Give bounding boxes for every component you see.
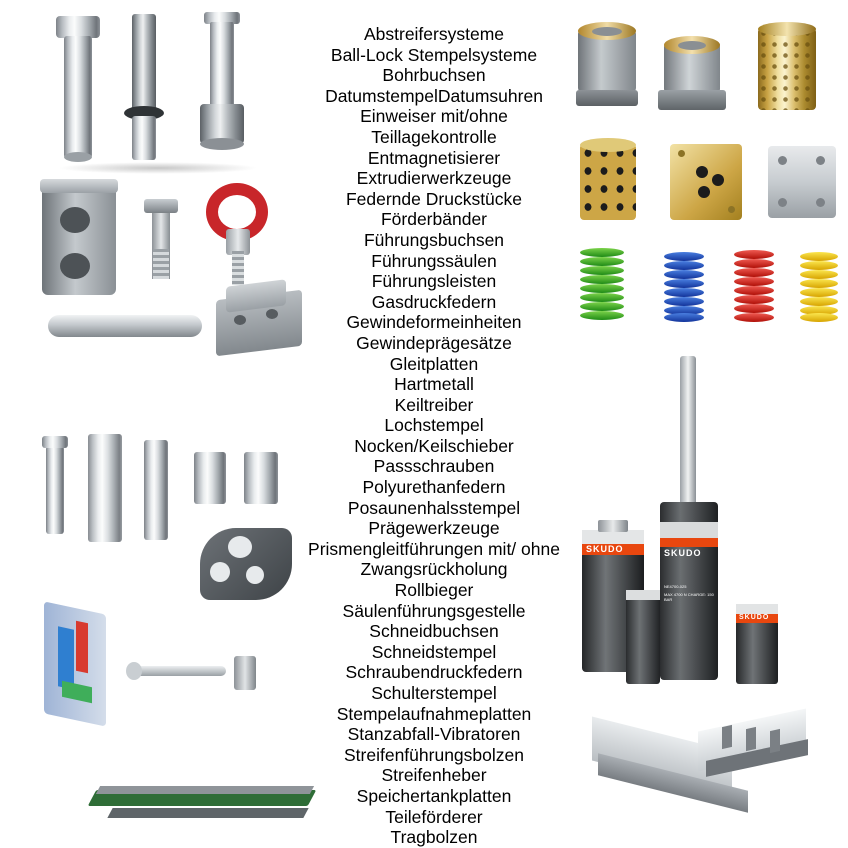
compression-springs-photo [572,242,842,332]
list-item: Streifenheber [381,765,487,786]
gas-spring-spec: MAX 4700 N CHARGE: 150 BAR [664,592,714,602]
list-item: Ball-Lock Stempelsysteme [330,44,538,65]
slide-plates-photo [572,138,842,228]
list-item: Speichertankplatten [356,785,512,806]
list-item: Schulterstempel [371,683,497,703]
spring-red [734,250,774,322]
list-item: Gewindeprägesätze [356,332,512,353]
gas-spring-brand-3: SKUDO [739,614,770,621]
list-item: Nocken/Keilschieber [354,435,514,456]
guide-pillars-photo [28,8,278,168]
list-item: Extrudierwerkzeuge [356,168,512,189]
list-item: Schneidbuchsen [369,621,499,642]
right-image-column [568,0,848,822]
gas-spring-brand-2: SKUDO [586,544,624,554]
list-item: Polyurethanfedern [362,477,506,498]
list-item: Stanzabfall-Vibratoren [347,724,521,745]
list-item: Rollbieger [394,580,474,601]
list-item: Einweiser mit/ohne Teillagekontrolle [360,106,508,147]
carbide-tool-photo [578,714,828,820]
list-item: Gasdruckfedern [371,291,497,312]
list-item: Stempelaufnahmeplatten [336,703,532,724]
list-item: Schneidstempel [371,641,497,662]
list-item: Gleitplatten [389,353,479,374]
list-item: Führungsleisten [371,271,497,292]
list-item: Hartmetall [394,374,474,395]
spring-yellow [800,252,838,322]
category-list-column [300,0,568,848]
gas-spring-brand: SKUDO [664,548,702,558]
category-list [300,24,568,848]
list-item: Teileförderer [385,806,483,827]
list-item: Prägewerkzeuge [368,518,500,539]
list-item: Bohrbuchsen [382,65,486,86]
list-item: Entmagnetisierer [367,147,501,168]
spring-green [580,248,624,322]
punch-and-bushing-photo [22,430,292,600]
spring-blue [664,252,704,322]
list-item: Schraubendruckfedern [345,662,523,683]
list-item: Keiltreiber [394,394,474,415]
list-item: Lochstempel [384,415,484,436]
list-item: Passschrauben [373,456,495,477]
list-item: Tragbolzen [390,827,478,848]
sectioned-tool-photo [34,604,284,734]
list-item: Führungsbuchsen [363,229,505,250]
list-item: DatumstempelDatumsuhren [325,85,543,106]
bronze-bushings-photo [572,18,842,128]
list-item: Förderbänder [380,209,488,230]
list-item: Federnde Druckstücke [345,188,523,209]
list-item: Führungssäulen [371,250,497,271]
clamp-and-eyebolt-photo [20,175,290,365]
gas-springs-photo [568,352,848,702]
list-item: Gewindeformeinheiten [346,312,522,333]
list-item: Posaunenhalsstempel [347,497,521,518]
list-item: Abstreifersysteme [363,24,505,44]
conveyor-belt-photo [92,782,322,832]
left-image-column [0,0,300,822]
gas-spring-sub: NE4700-025 [664,584,687,589]
list-item: Streifenführungsbolzen [344,744,524,765]
list-item: Säulenführungsgestelle [342,600,526,621]
list-item: Prismengleitführungen mit/ ohne Zwangsrückholung [308,538,560,580]
